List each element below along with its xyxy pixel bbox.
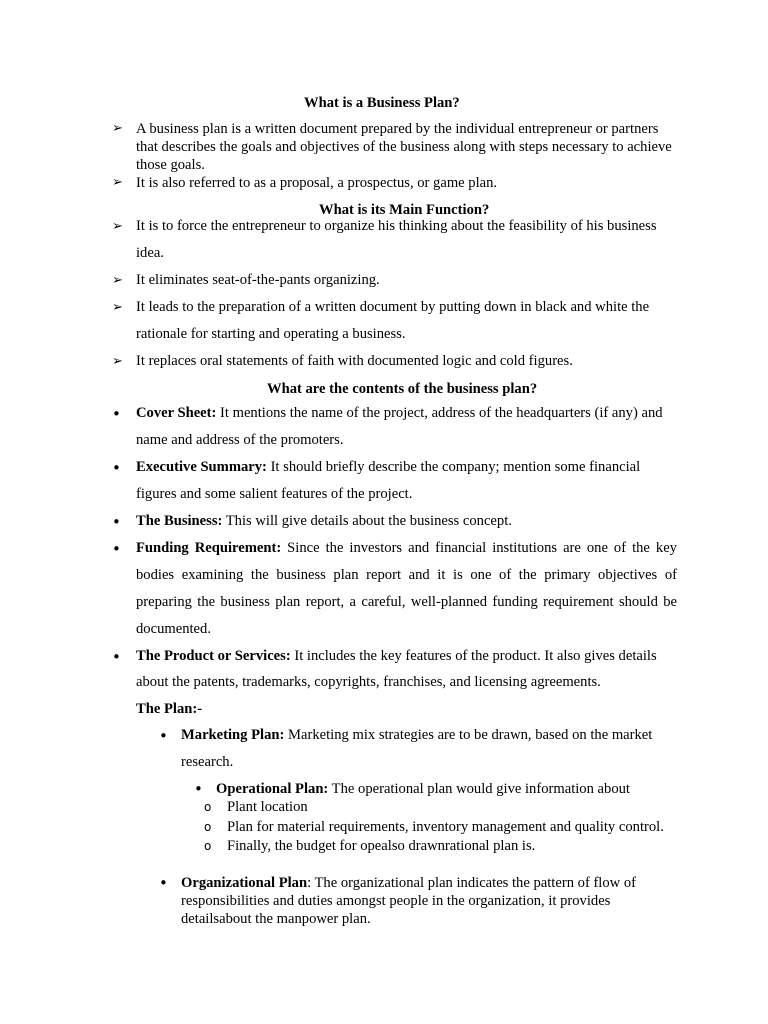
list-item-term: The Business: bbox=[136, 513, 223, 529]
arrow-bullet-icon: ➢ bbox=[112, 219, 123, 234]
list-item-description: Since the investors and financial institutions are one of the key bodies examining the business plan report and it is one of the primary objectives of preparing the business plan report, a careful, well-planned funding requirement should be documented. bbox=[136, 540, 677, 637]
list-item-text: It leads to the preparation of a written document by putting down in black and white the rationale for starting and operating a business. bbox=[136, 299, 650, 342]
list-item-term: Cover Sheet: bbox=[136, 405, 217, 421]
list-item-text bbox=[136, 535, 677, 643]
list-item-text bbox=[181, 722, 676, 776]
bullet-icon: • bbox=[194, 780, 203, 798]
list-item-description: This will give details about the business concept. bbox=[222, 513, 512, 529]
list-item-text: It is to force the entrepreneur to organize his thinking about the feasibility of his business idea. bbox=[136, 218, 657, 261]
list-item-text: A business plan is a written document prepared by the individual entrepreneur or partners that describes the goals and objectives of the business along with steps necessary to achieve those goals. bbox=[136, 121, 672, 173]
list-item-description: It mentions the name of the project, address of the headquarters (if any) and name and address of the promoters. bbox=[136, 405, 663, 448]
bullet-icon: • bbox=[112, 648, 121, 666]
arrow-bullet-icon: ➢ bbox=[112, 175, 123, 190]
business-plan-heading: What is a Business Plan? bbox=[304, 95, 460, 111]
list-item-text: It replaces oral statements of faith with documented logic and cold figures. bbox=[136, 353, 573, 369]
list-item-term: Executive Summary: bbox=[136, 459, 267, 475]
list-item-description: : The organizational plan indicates the pattern of flow of responsibilities and duties amongst people in the organization, it provides detailsabout the manpower plan. bbox=[181, 875, 637, 927]
list-item-term: Operational Plan: bbox=[216, 781, 329, 797]
list-item-text: Plan for material requirements, inventory management and quality control. bbox=[227, 819, 664, 835]
list-item-term: Organizational Plan bbox=[181, 875, 308, 891]
list-item-term: The Product or Services: bbox=[136, 648, 291, 664]
list-item-term: Marketing Plan: bbox=[181, 727, 285, 743]
arrow-bullet-icon: ➢ bbox=[112, 354, 123, 369]
list-item-text bbox=[136, 400, 681, 454]
contents-heading: What are the contents of the business plan? bbox=[267, 381, 538, 397]
main-function-heading: What is its Main Function? bbox=[319, 202, 490, 218]
circle-bullet-icon: o bbox=[204, 820, 212, 834]
list-item-text: It is also referred to as a proposal, a prospectus, or game plan. bbox=[136, 175, 498, 191]
list-item-description: It includes the key features of the product. It also gives details about the patents, trademarks, copyrights, franchises, and licensing agreements. bbox=[136, 648, 657, 690]
list-item-text: Plant location bbox=[227, 799, 308, 815]
list-item-text bbox=[136, 643, 681, 695]
arrow-bullet-icon: ➢ bbox=[112, 121, 123, 136]
list-item-text bbox=[216, 780, 630, 798]
list-item-text bbox=[136, 454, 681, 508]
circle-bullet-icon: o bbox=[204, 839, 212, 853]
plan-label: The Plan:- bbox=[136, 701, 203, 717]
bullet-icon: • bbox=[112, 459, 121, 477]
list-item-description: Marketing mix strategies are to be drawn, based on the market research. bbox=[181, 727, 653, 770]
bullet-icon: • bbox=[159, 727, 168, 745]
bullet-icon: • bbox=[112, 513, 121, 531]
list-item-text bbox=[136, 508, 512, 535]
list-item-text bbox=[181, 874, 661, 928]
list-item-term: Funding Requirement: bbox=[136, 540, 282, 556]
list-item-description: It should briefly describe the company; mention some financial figures and some salient features of the project. bbox=[136, 459, 641, 502]
bullet-icon: • bbox=[112, 405, 121, 423]
arrow-bullet-icon: ➢ bbox=[112, 300, 123, 315]
arrow-bullet-icon: ➢ bbox=[112, 273, 123, 288]
list-item-text: It eliminates seat-of-the-pants organizing. bbox=[136, 272, 380, 288]
list-item-text: Finally, the budget for opealso drawnrational plan is. bbox=[227, 838, 536, 854]
bullet-icon: • bbox=[159, 874, 168, 892]
circle-bullet-icon: o bbox=[204, 800, 212, 814]
list-item-description: The operational plan would give information about bbox=[328, 781, 630, 797]
bullet-icon: • bbox=[112, 540, 121, 558]
